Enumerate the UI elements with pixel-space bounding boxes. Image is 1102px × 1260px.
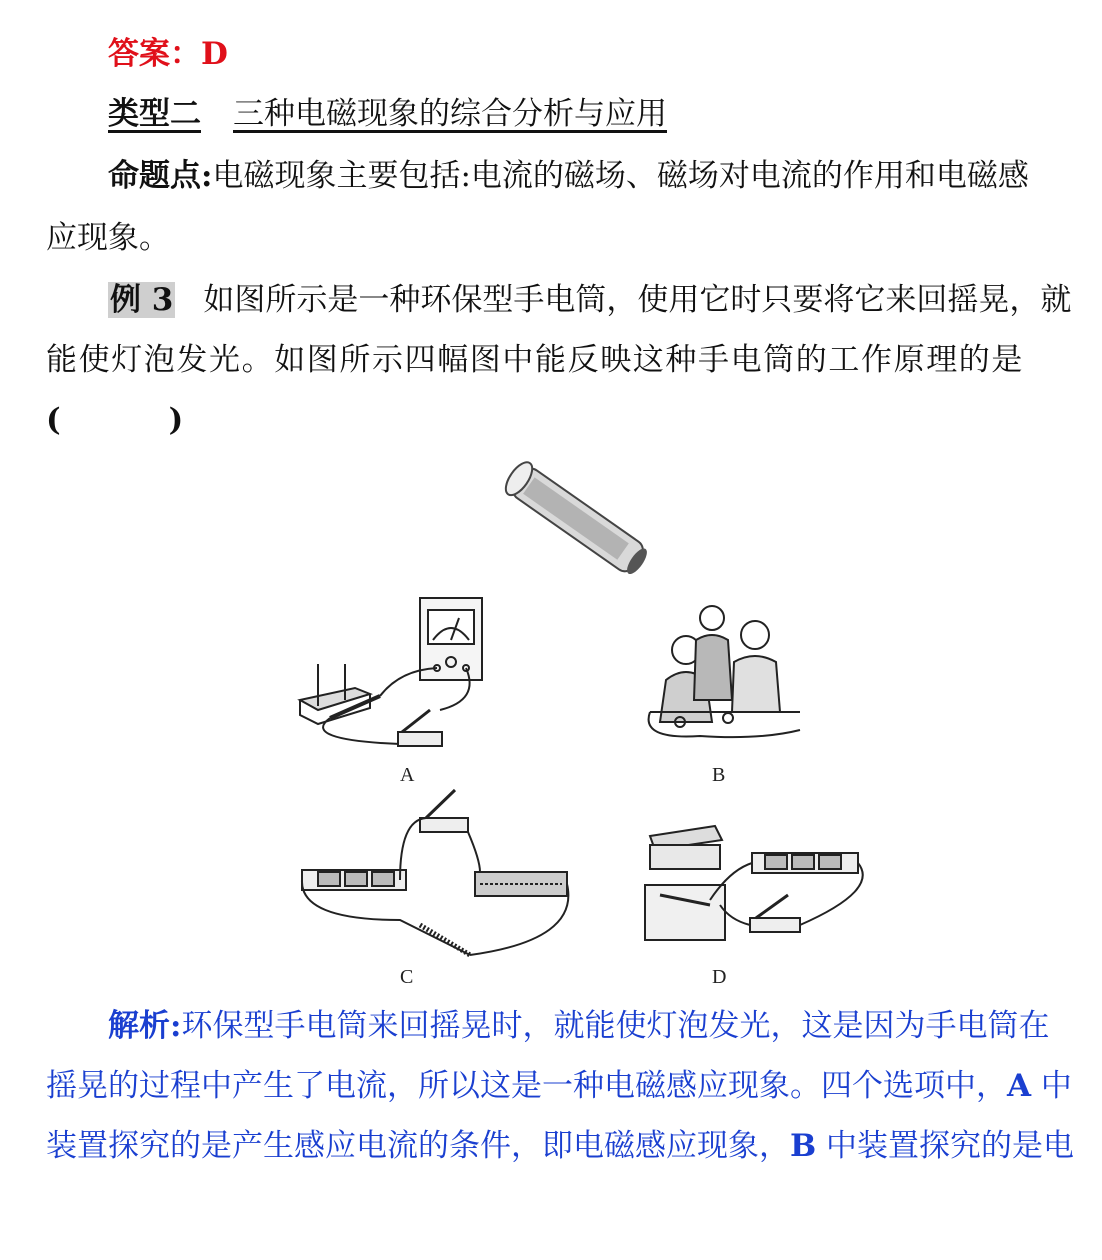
diagram-c-label: C bbox=[400, 966, 414, 988]
example-text1: 如图所示是一种环保型手电筒，使用它时只要将它来回摇晃，就 bbox=[203, 282, 1072, 318]
diagram-c bbox=[302, 790, 568, 955]
section-type-label: 类型二 bbox=[108, 96, 201, 132]
diagram-a bbox=[300, 598, 482, 746]
analysis-line3 bbox=[46, 1126, 1074, 1166]
proposition-text1: 电磁现象主要包括:电流的磁场、磁场对电流的作用和电磁感 bbox=[212, 158, 1029, 194]
answer-blank: ( ) bbox=[46, 402, 184, 438]
diagram-a-label: A bbox=[400, 764, 415, 786]
flashlight-image bbox=[501, 458, 653, 580]
example-tag: 例 3 bbox=[110, 282, 174, 318]
diagram-d-label: D bbox=[712, 966, 727, 988]
analysis-label: 解析: bbox=[108, 1008, 182, 1044]
analysis-text2a: 摇晃的过程中产生了电流，所以这是一种电磁感应现象。四个选项中， bbox=[46, 1068, 1007, 1104]
analysis-option-b: B bbox=[790, 1128, 817, 1164]
proposition-line2: 应现象。 bbox=[46, 220, 170, 256]
answer-label: 答案： bbox=[108, 36, 201, 72]
proposition-label: 命题点: bbox=[108, 158, 213, 194]
section-title: 三种电磁现象的综合分析与应用 bbox=[233, 96, 667, 132]
analysis-text3c: 中装置探究的是电 bbox=[816, 1128, 1075, 1164]
analysis-text2c: 中 bbox=[1031, 1068, 1072, 1104]
diagram-d bbox=[645, 826, 863, 940]
analysis-text3a: 装置探究的是产生感应电流的条件，即电磁感应现象， bbox=[46, 1128, 790, 1164]
diagram-b-label: B bbox=[712, 764, 726, 786]
answer-value: D bbox=[201, 36, 228, 72]
analysis-text1: 环保型手电筒来回摇晃时，就能使灯泡发光，这是因为手电筒在 bbox=[181, 1008, 1050, 1044]
analysis-option-a: A bbox=[1007, 1068, 1032, 1104]
example-line2: 能使灯泡发光。如图所示四幅图中能反映这种手电筒的工作原理的是 bbox=[46, 342, 1024, 378]
diagram-b bbox=[649, 606, 800, 737]
analysis-line1 bbox=[108, 1006, 1049, 1046]
analysis-line2 bbox=[46, 1066, 1072, 1106]
